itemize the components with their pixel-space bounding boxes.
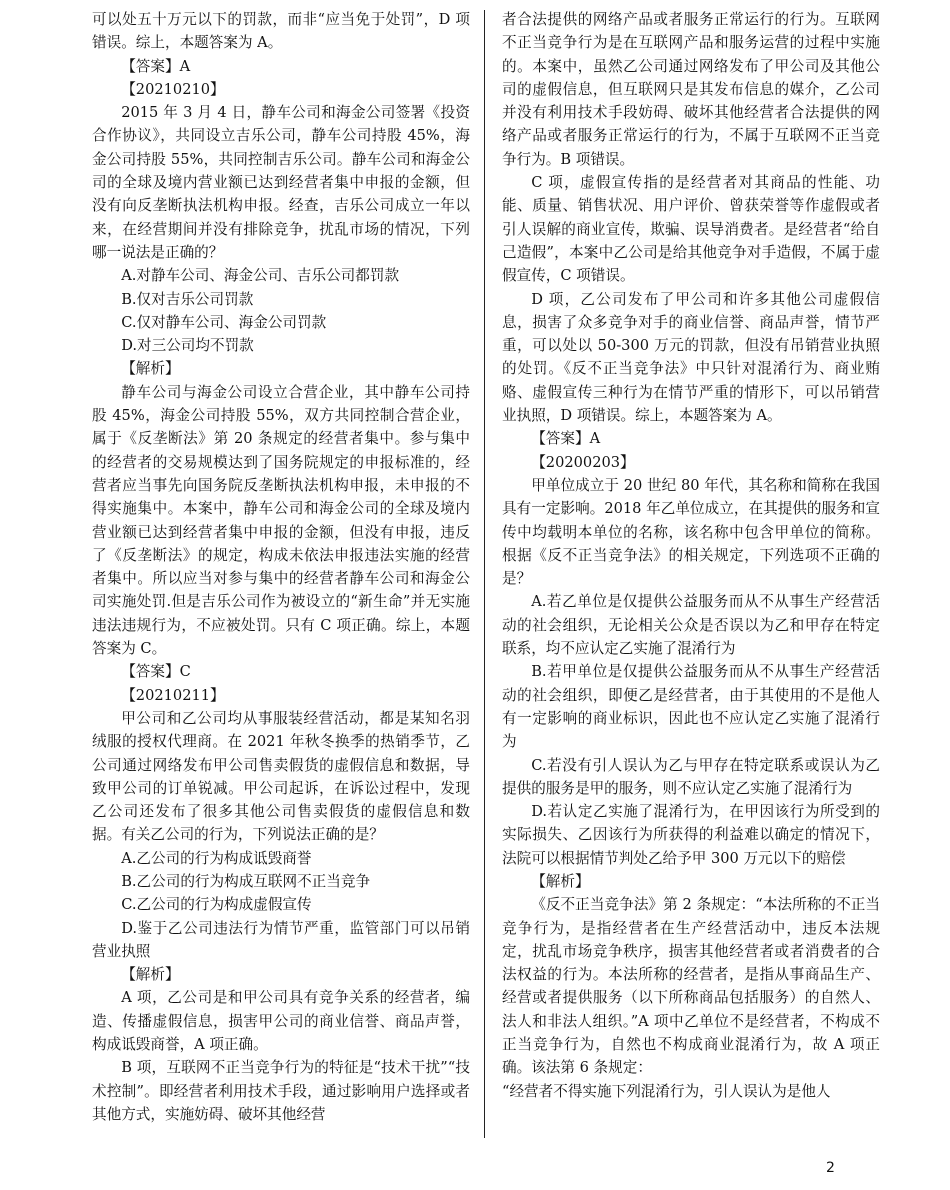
paragraph: A 项，乙公司是和甲公司具有竞争关系的经营者，编造、传播虚假信息，损害甲公司的商业信誉、商品声誉，构成诋毁商誉，A 项正确。 [92,989,470,1054]
paragraph: B 项，互联网不正当竞争行为的特征是“技术干扰”“技术控制”。即经营者利用技术手段，通过影响用户选择或者其他方式，实施妨碍、破坏其他经营 [92,1059,470,1123]
paragraph: B.仅对吉乐公司罚款 [121,290,254,308]
paragraph: C 项，虚假宣传指的是经营者对其商品的性能、功能、质量、销售状况、用户评价、曾获荣誉等作虚假或者引人误解的商业宣传，欺骗、误导消费者。是经营者“给自己造假”，本案中乙公司是给其他竞争对手造假，不属于虚假宣传，C 项错误。 [502,174,880,285]
paragraph: C.若没有引人误认为乙与甲存在特定联系或误认为乙提供的服务是甲的服务，则不应认定乙实施了混淆行为 [502,756,880,797]
paragraph: 甲公司和乙公司均从事服装经营活动，都是某知名羽绒服的授权代理商。在 2021 年秋冬换季的热销季节，乙公司通过网络发布甲公司售卖假货的虚假信息和数据，导致甲公司的订单锐减。甲公司起诉，在诉讼过程中，发现乙公司还发布了很多其他公司售卖假货的虚假信息和数据。有关乙公司的行为，下列说法正确的是？ [92,709,470,844]
section-tag: 【20210210】 [121,80,225,98]
section-tag: 【答案】C [121,663,191,681]
section-tag: 【答案】A [121,57,191,75]
paragraph: 2015 年 3 月 4 日，静车公司和海金公司签署《投资合作协议》，共同设立吉乐公司，静车公司持股 45%，海金公司持股 55%，共同控制吉乐公司。静车公司和海金公司的全球及境内营业额已达到经营者集中申报的金额，但没有向反垄断执法机构申报。经查，吉乐公司成立一年以来，在经营期间并没有排除竞争，扰乱市场的情况，下列哪一说法是正确的？ [92,104,470,261]
paragraph: 静车公司与海金公司设立合营企业，其中静车公司持股 45%，海金公司持股 55%，双方共同控制合营企业，属于《反垄断法》第 20 条规定的经营者集中。参与集中的经营者的交易规模达到了国务院规定的申报标准的，经营者应当事先向国务院反垄断执法机构申报，未申报的不得实施集中。本案中，静车公司和海金公司的全球及境内营业额已达到经营者集中申报的金额，但没有申报，违反了《反垄断法》的规定，构成未依法申报违法实施的经营者集中。所以应当对参与集中的经营者静车公司和海金公司实施处罚.但是吉乐公司作为被设立的“新生命”并无实施违法违规行为，不应被处罚。只有 C 项正确。综上，本题答案为 C。 [92,383,470,658]
section-tag: 【20200203】 [531,453,635,471]
paragraph: D 项，乙公司发布了甲公司和许多其他公司虚假信息，损害了众多竞争对手的商业信誉、商品声誉，情节严重，可以处以 50-300 万元的罚款，但没有吊销营业执照的处罚。《反不正当竞争法》中只针对混淆行为、商业贿赂、虚假宣传三种行为在情节严重的情形下，可以吊销营业执照，D 项错误。综上，本题答案为 A。 [502,290,880,425]
paragraph: 可以处五十万元以下的罚款，而非“应当免于处罚”，D 项错误。综上，本题答案为 A。 [92,11,470,52]
section-tag: 【解析】 [121,966,180,984]
section-tag: 【解析】 [121,360,180,378]
paragraph: B.若甲单位是仅提供公益服务而从不从事生产经营活动的社会组织，即便乙是经营者，由于其使用的不是他人有一定影响的商业标识，因此也不应认定乙实施了混淆行为 [502,663,880,751]
section-tag: 【20210211】 [121,686,225,704]
paragraph: 甲单位成立于 20 世纪 80 年代，其名称和简称在我国具有一定影响。2018 年乙单位成立，在其提供的服务和宣传中均载明本单位的名称，该名称中包含甲单位的简称。根据《反不正当竞争法》的相关规定，下列选项不正确的是？ [502,476,880,588]
paragraph: 《反不正当竞争法》第 2 条规定：“本法所称的不正当竞争行为，是指经营者在生产经营活动中，违反本法规定，扰乱市场竞争秩序，损害其他经营者或者消费者的合法权益的行为。本法所称的经营者，是指从事商品生产、经营或者提供服务（以下所称商品包括服务）的自然人、法人和非法人组织。”A 项中乙单位不是经营者，不构成不正当竞争行为，自然也不构成商业混淆行为，故 A 项正确。该法第 6 条规定： [502,896,880,1077]
paragraph: 者合法提供的网络产品或者服务正常运行的行为。互联网不正当竞争行为是在互联网产品和服务运营的过程中实施的。本案中，虽然乙公司通过网络发布了甲公司及其他公司的虚假信息，但互联网只是其发布信息的媒介，乙公司并没有利用技术手段妨碍、破坏其他经营者合法提供的网络产品或者服务正常运行的行为，不属于互联网不正当竞争行为。B 项错误。 [502,11,880,168]
paragraph: A.对静车公司、海金公司、吉乐公司都罚款 [121,267,400,285]
paragraph: D.对三公司均不罚款 [121,337,254,355]
page-number: 2 [826,1160,835,1176]
paragraph: D.若认定乙实施了混淆行为，在甲因该行为所受到的实际损失、乙因该行为所获得的利益难以确定的情况下，法院可以根据情节判处乙给予甲 300 万元以下的赔偿 [502,803,880,867]
column-divider [484,10,485,1138]
paragraph: “经营者不得实施下列混淆行为，引人误认为是他人 [502,1082,831,1100]
section-tag: 【答案】A [531,430,601,448]
paragraph: C.乙公司的行为构成虚假宣传 [121,896,312,914]
paragraph: C.仅对静车公司、海金公司罚款 [121,313,327,331]
left-column [92,8,470,1126]
right-column [502,8,880,1103]
paragraph: B.乙公司的行为构成互联网不正当竞争 [121,872,371,890]
paragraph: A.乙公司的行为构成诋毁商誉 [121,849,312,867]
paragraph: A.若乙单位是仅提供公益服务而从不从事生产经营活动的社会组织，无论相关公众是否误以为乙和甲存在特定联系，均不应认定乙实施了混淆行为 [502,593,880,658]
section-tag: 【解析】 [531,872,590,890]
paragraph: D.鉴于乙公司违法行为情节严重，监管部门可以吊销营业执照 [92,919,470,960]
